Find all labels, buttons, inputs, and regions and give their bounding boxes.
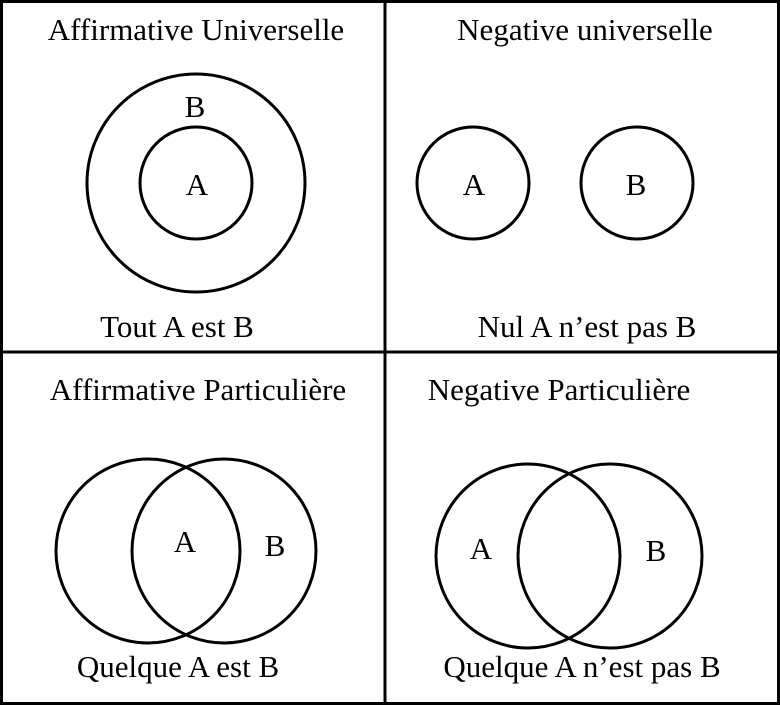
quadrant-negative-universal <box>417 12 713 344</box>
quadrant-title: Affirmative Particulière <box>49 372 347 407</box>
set-a-label: A <box>185 167 209 202</box>
quadrant-affirmative-universal <box>48 12 344 344</box>
set-a-circle <box>436 464 620 648</box>
quadrant-title: Affirmative Universelle <box>47 12 345 47</box>
quadrant-title: Negative Particulière <box>427 372 691 407</box>
set-b-circle <box>132 459 316 643</box>
quadrant-statement: Nul A n’est pas B <box>477 309 697 344</box>
set-a-circle <box>56 459 240 643</box>
set-b-label: B <box>264 528 286 563</box>
set-a-label: A <box>469 531 493 566</box>
set-a-label: A <box>462 167 486 202</box>
quadrant-statement: Quelque A est B <box>76 649 280 684</box>
set-a-label: A <box>173 524 197 559</box>
quadrant-statement: Tout A est B <box>100 309 254 344</box>
quadrant-affirmative-particular <box>50 372 346 684</box>
quadrant-negative-particular <box>428 372 721 684</box>
quadrant-statement: Quelque A n’est pas B <box>443 649 721 684</box>
quadrant-title: Negative universelle <box>457 12 713 47</box>
set-b-label: B <box>645 533 667 568</box>
set-b-circle <box>518 464 702 648</box>
set-b-label: B <box>184 89 206 124</box>
set-b-label: B <box>625 167 647 202</box>
